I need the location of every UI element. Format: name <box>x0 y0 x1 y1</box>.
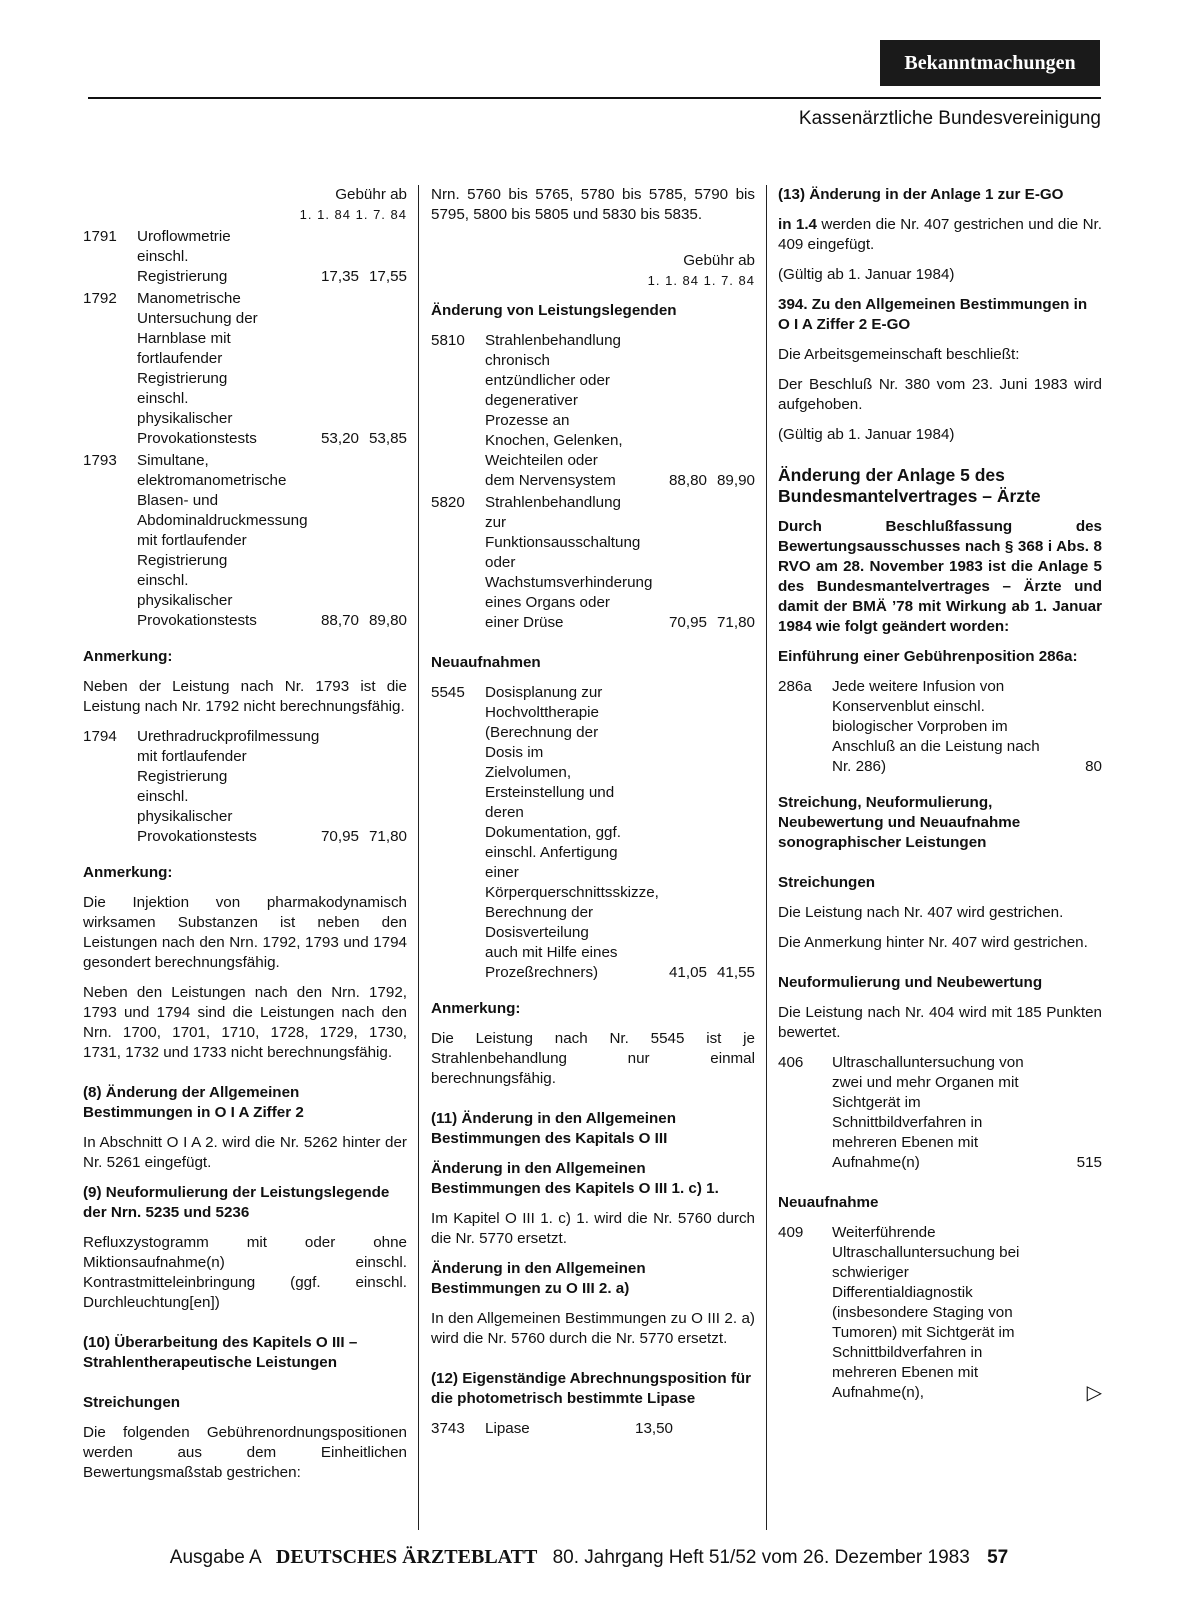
footer-issue: 80. Jahrgang Heft 51/52 vom 26. Dezember 1983 <box>552 1547 970 1568</box>
subsection-heading: Streichungen <box>778 874 876 891</box>
section-text: Die Leistung nach Nr. 404 wird mit 185 Punkten bewertet. <box>778 1004 1102 1041</box>
entry-number: 409 <box>778 1224 804 1241</box>
entry-fee: 17,35 <box>320 268 359 285</box>
note-text: Die Injektion von pharmakodynamisch wirksamen Substanzen ist neben den Leistungen nach den Nrn. 1792, 1793 und 1794 gesondert berechnungsfähig. <box>83 894 407 971</box>
fee-header-label: Gebühr ab <box>335 186 407 203</box>
entry-fee: 41,05 <box>668 964 707 981</box>
entry-description: Manometrische Untersuchung der Harnblase mit fortlaufender Registrierung einschl. physikalischer Provokationstests <box>137 290 258 447</box>
fee-entry <box>778 1223 1102 1403</box>
column-3 <box>778 185 1102 1405</box>
entry-number: 1792 <box>83 290 117 307</box>
fee-entry <box>83 451 407 631</box>
entry-number: 286a <box>778 678 812 695</box>
section-heading: 394. Zu den Allgemeinen Bestimmungen in O I A Ziffer 2 E-GO <box>778 296 1088 333</box>
entry-number: 1793 <box>83 452 117 469</box>
note-heading: Anmerkung: <box>83 864 173 881</box>
fee-entry <box>778 677 1102 777</box>
entry-number: 5810 <box>431 332 465 349</box>
entry-description: Dosisplanung zur Hochvolttherapie (Berechnung der Dosis im Zielvolumen, Ersteinstellung und deren Dokumentation, ggf. einschl. Anfertigung einer Körperquerschnittsskizze, Berechnung der Dosisverteilung auch mit Hilfe eines Prozeßrechners) <box>485 684 659 981</box>
fee-header <box>431 251 755 291</box>
entry-fee: 17,55 <box>368 268 407 285</box>
section-text <box>778 215 1102 255</box>
section-text: In Abschnitt O I A 2. wird die Nr. 5262 hinter der Nr. 5261 eingefügt. <box>83 1134 407 1171</box>
fee-entry <box>431 1419 755 1439</box>
column-divider <box>418 185 419 1530</box>
note-heading: Anmerkung: <box>431 1000 521 1017</box>
fee-header-dates: 1. 1. 84 1. 7. 84 <box>647 273 755 288</box>
section-heading: Änderung von Leistungslegenden <box>431 302 677 319</box>
entry-description: Lipase <box>485 1420 530 1437</box>
section-heading: Einführung einer Gebührenposition 286a: <box>778 648 1078 665</box>
entry-fee: 88,70 <box>320 612 359 629</box>
section-heading: (9) Neuformulierung der Leistungslegende der Nrn. 5235 und 5236 <box>83 1184 390 1221</box>
section-heading: (13) Änderung in der Anlage 1 zur E-GO <box>778 186 1064 203</box>
fee-header <box>83 185 407 225</box>
entry-fee: 89,80 <box>368 612 407 629</box>
fee-header-label: Gebühr ab <box>683 252 755 269</box>
main-heading: Änderung der Anlage 5 des Bundesmantelvertrages – Ärzte <box>778 465 1041 506</box>
section-text: Die Leistung nach Nr. 407 wird gestrichen. <box>778 904 1064 921</box>
note-text: Die Leistung nach Nr. 5545 ist je Strahlenbehandlung nur einmal berechnungsfähig. <box>431 1030 755 1087</box>
entry-description: Ultraschalluntersuchung von zwei und mehr Organen mit Sichtgerät im Schnittbildverfahren in mehreren Ebenen mit Aufnahme(n) <box>832 1054 1024 1171</box>
column-divider <box>766 185 767 1530</box>
entry-fee: 88,80 <box>668 472 707 489</box>
entry-fee: 13,50 <box>635 1420 674 1437</box>
fee-entry <box>778 1053 1102 1173</box>
entry-description: Simultane, elektromanometrische Blasen- und Abdominaldruckmessung mit fortlaufender Registrierung einschl. physikalischer Provokationstests <box>137 452 308 629</box>
entry-description: Strahlenbehandlung chronisch entzündlicher oder degenerativer Prozesse an Knochen, Gelenken, Weichteilen oder dem Nervensystem <box>485 332 623 489</box>
entry-fee: 41,55 <box>716 964 755 981</box>
entry-fee: 71,80 <box>368 828 407 845</box>
section-text: Die folgenden Gebührenordnungspositionen werden aus dem Einheitlichen Bewertungsmaßstab gestrichen: <box>83 1424 407 1481</box>
fee-entry <box>83 727 407 847</box>
continue-arrow-icon: ▷ <box>1086 1382 1102 1404</box>
header-rule <box>88 97 1101 99</box>
section-heading: (12) Eigenständige Abrechnungsposition für die photometrisch bestimmte Lipase <box>431 1370 752 1407</box>
entry-fee: 80 <box>1085 758 1102 775</box>
section-text-rest: werden die Nr. 407 gestrichen und die Nr. 409 eingefügt. <box>778 216 1102 253</box>
validity-note: (Gültig ab 1. Januar 1984) <box>778 266 955 283</box>
section-heading: (8) Änderung der Allgemeinen Bestimmungen in O I A Ziffer 2 <box>83 1084 304 1121</box>
entry-fee: 70,95 <box>668 614 707 631</box>
fee-entry <box>431 683 755 983</box>
entry-fee: 71,80 <box>716 614 755 631</box>
entry-number: 406 <box>778 1054 804 1071</box>
section-text: Der Beschluß Nr. 380 vom 23. Juni 1983 wird aufgehoben. <box>778 376 1102 413</box>
entry-fee: 515 <box>1076 1154 1102 1171</box>
entry-number: 3743 <box>431 1420 465 1437</box>
section-text: Die Arbeitsgemeinschaft beschließt: <box>778 346 1020 363</box>
entry-fee: 70,95 <box>320 828 359 845</box>
fee-entry <box>431 331 755 491</box>
entry-number: 5545 <box>431 684 465 701</box>
subsection-heading: Streichungen <box>83 1394 181 1411</box>
validity-note: (Gültig ab 1. Januar 1984) <box>778 426 955 443</box>
section-text-lead: in 1.4 <box>778 216 817 233</box>
footer-journal: DEUTSCHES ÄRZTEBLATT <box>275 1546 538 1568</box>
entry-number: 1791 <box>83 228 117 245</box>
entry-number: 5820 <box>431 494 465 511</box>
page-number: 57 <box>987 1547 1009 1568</box>
entry-description: Jede weitere Infusion von Konservenblut einschl. biologischer Vorproben im Anschluß an die Leistung nach Nr. 286) <box>832 678 1040 775</box>
section-heading: Neuaufnahmen <box>431 654 541 671</box>
entry-fee: 89,90 <box>716 472 755 489</box>
entry-description: Weiterführende Ultraschalluntersuchung bei schwieriger Differentialdiagnostik (insbesondere Staging von Tumoren) mit Sichtgerät im Schnittbildverfahren in mehreren Ebenen mit Aufnahme(n), <box>832 1224 1020 1401</box>
intro-text: Durch Beschlußfassung des Bewertungsausschusses nach § 368 i Abs. 8 RVO am 28. November 1983 ist die Anlage 5 des Bundesmantelvertrages – Ärzte und damit der BMÄ ’78 mit Wirkung ab 1. Januar 1984 wie folgt geändert worden: <box>778 518 1102 635</box>
fee-entry <box>83 289 407 449</box>
entry-number: 1794 <box>83 728 117 745</box>
column-1 <box>83 185 407 1493</box>
page-footer <box>0 1546 1178 1569</box>
subsection-heading: Änderung in den Allgemeinen Bestimmungen zu O III 2. a) <box>431 1260 646 1297</box>
note-text: Neben den Leistungen nach den Nrn. 1792, 1793 und 1794 sind die Leistungen nach den Nrn. 1700, 1701, 1710, 1728, 1729, 1730, 1731, 1732 und 1733 nicht berechnungsfähig. <box>83 984 407 1061</box>
section-text: Im Kapitel O III 1. c) 1. wird die Nr. 5760 durch die Nr. 5770 ersetzt. <box>431 1210 755 1247</box>
note-heading: Anmerkung: <box>83 648 173 665</box>
organization-title: Kassenärztliche Bundesvereinigung <box>798 108 1101 129</box>
fee-entry <box>431 493 755 633</box>
subsection-heading: Änderung in den Allgemeinen Bestimmungen des Kapitels O III 1. c) 1. <box>431 1160 719 1197</box>
continued-text: Nrn. 5760 bis 5765, 5780 bis 5785, 5790 bis 5795, 5800 bis 5805 und 5830 bis 5835. <box>431 186 755 223</box>
subsection-heading: Neuaufnahme <box>778 1194 879 1211</box>
entry-description: Urethradruckprofilmessung mit fortlaufender Registrierung einschl. physikalischer Provokationstests <box>137 728 320 845</box>
fee-header-dates: 1. 1. 84 1. 7. 84 <box>299 207 407 222</box>
section-heading: (10) Überarbeitung des Kapitels O III – Strahlentherapeutische Leistungen <box>83 1334 358 1371</box>
section-badge: Bekanntmachungen <box>880 40 1100 86</box>
section-text: In den Allgemeinen Bestimmungen zu O III 2. a) wird die Nr. 5760 durch die Nr. 5770 ersetzt. <box>431 1310 755 1347</box>
subsection-heading: Neuformulierung und Neubewertung <box>778 974 1043 991</box>
section-heading: Streichung, Neuformulierung, Neubewertung und Neuaufnahme sonographischer Leistungen <box>778 794 1021 851</box>
entry-fee: 53,85 <box>368 430 407 447</box>
footer-edition: Ausgabe A <box>169 1547 261 1568</box>
note-text: Neben der Leistung nach Nr. 1793 ist die Leistung nach Nr. 1792 nicht berechnungsfähig. <box>83 678 407 715</box>
section-heading: (11) Änderung in den Allgemeinen Bestimmungen des Kapitals O III <box>431 1110 676 1147</box>
entry-description: Uroflowmetrie einschl. Registrierung <box>137 228 231 285</box>
entry-fee: 53,20 <box>320 430 359 447</box>
column-2 <box>431 185 755 1441</box>
section-text: Die Anmerkung hinter Nr. 407 wird gestrichen. <box>778 934 1088 951</box>
section-text: Refluxzystogramm mit oder ohne Miktionsaufnahme(n) einschl. Kontrastmitteleinbringung (ggf. einschl. Durchleuchtung[en]) <box>83 1234 407 1311</box>
entry-description: Strahlenbehandlung zur Funktionsausschaltung oder Wachstumsverhinderung eines Organs oder einer Drüse <box>485 494 653 631</box>
fee-entry <box>83 227 407 287</box>
